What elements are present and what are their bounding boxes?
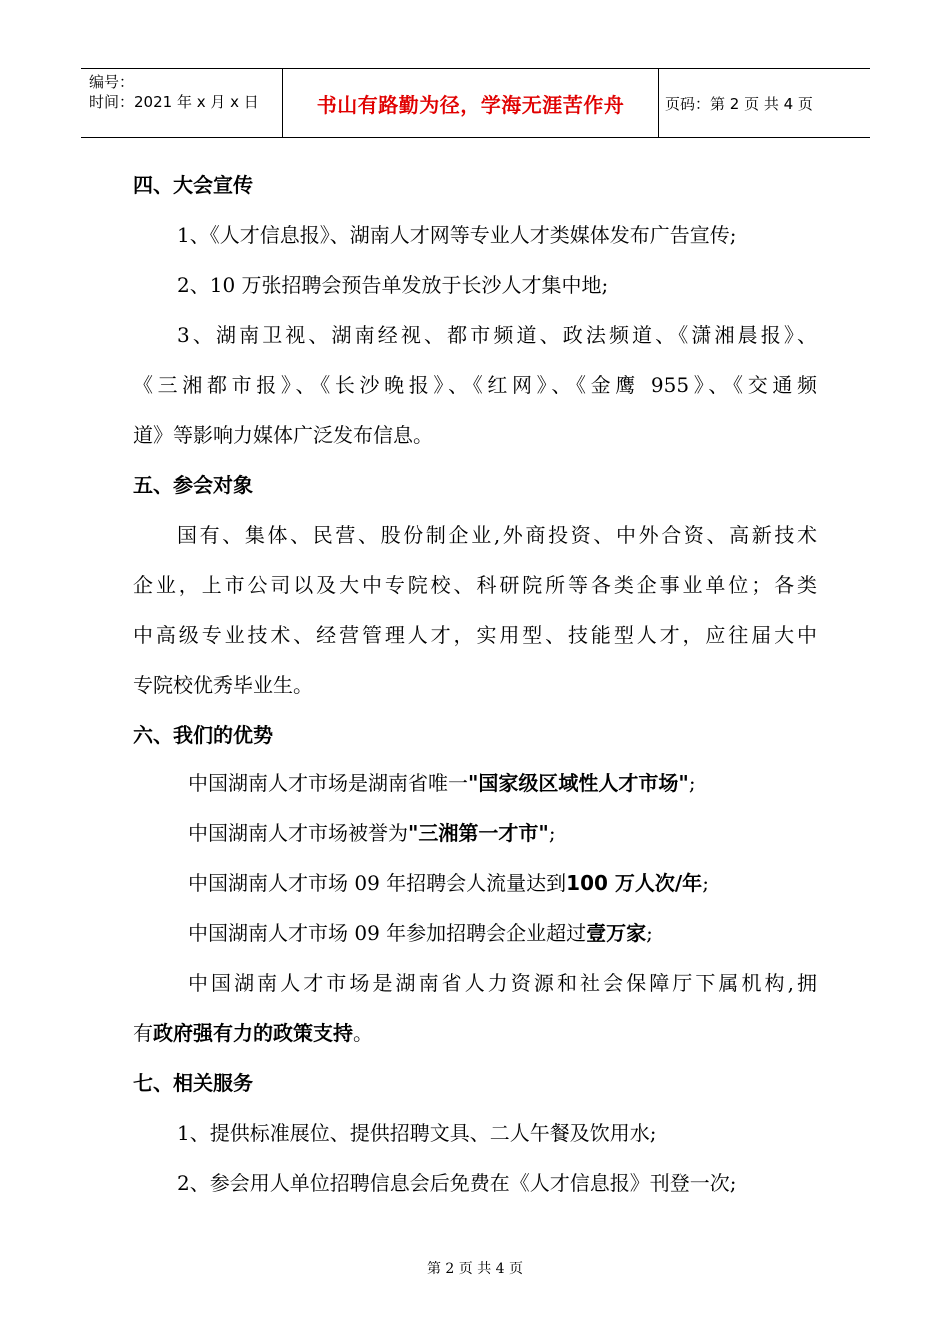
section-4-item-2: 2、10 万张招聘会预告单发放于长沙人才集中地; — [177, 273, 609, 297]
section-5-line-4: 专院校优秀毕业生。 — [133, 673, 313, 697]
section-4-item-1: 1、《人才信息报》、湖南人才网等专业人才类媒体发布广告宣传; — [177, 223, 737, 247]
section-6-advantage-5-line-2 — [133, 1020, 373, 1046]
advantage-4-text: 中国湖南人才市场 09 年参加招聘会企业超过 — [188, 921, 587, 945]
section-4-item-3-line-2: 《三湘都市报》、《长沙晚报》、《红网》、《金鹰 955》、《交通频 — [133, 373, 817, 397]
section-5-line-1: 国有、集体、民营、股份制企业,外商投资、中外合资、高新技术 — [177, 523, 817, 547]
advantage-3-text: 中国湖南人才市场 09 年招聘会人流量达到 — [188, 871, 567, 895]
section-6-advantage-5-line-1: 中国湖南人才市场是湖南省人力资源和社会保障厅下属机构,拥 — [188, 971, 817, 995]
section-6-title: 六、我们的优势 — [133, 723, 273, 747]
document-header — [81, 68, 870, 138]
header-time: 时间：2021 年 x 月 x 日 — [89, 93, 259, 111]
advantage-2-highlight: "三湘第一才市" — [408, 821, 549, 845]
advantage-4-highlight: 壹万家 — [586, 921, 647, 945]
section-7-item-1: 1、提供标准展位、提供招聘文具、二人午餐及饮用水; — [177, 1121, 657, 1145]
advantage-3-highlight: 100 万人次/年 — [566, 871, 703, 895]
advantage-1-highlight: "国家级区域性人才市场" — [468, 771, 689, 795]
header-motto: 书山有路勤为径，学海无涯苦作舟 — [316, 92, 625, 117]
section-5-title: 五、参会对象 — [133, 473, 253, 497]
section-5-line-3: 中高级专业技术、经营管理人才，实用型、技能型人才，应往届大中 — [133, 623, 817, 647]
advantage-5-end: 。 — [353, 1021, 373, 1045]
header-number: 编号： — [89, 73, 135, 91]
advantage-5-highlight: 政府强有力的政策支持 — [153, 1021, 353, 1045]
section-5-line-2: 企业，上市公司以及大中专院校、科研院所等各类企事业单位；各类 — [133, 573, 817, 597]
advantage-4-end: ; — [646, 921, 653, 945]
advantage-1-text: 中国湖南人才市场是湖南省唯一 — [188, 771, 468, 795]
header-motto-cell — [283, 69, 659, 137]
header-meta — [81, 69, 283, 137]
advantage-3-end: ; — [702, 871, 709, 895]
section-7-title: 七、相关服务 — [133, 1071, 253, 1095]
section-6-advantage-1 — [188, 770, 696, 796]
section-6-advantage-4 — [188, 920, 653, 946]
section-4-item-3-line-3: 道》等影响力媒体广泛发布信息。 — [133, 423, 433, 447]
header-page-info: 页码：第 2 页 共 4 页 — [665, 94, 813, 113]
section-4-item-3-line-1: 3、湖南卫视、湖南经视、都市频道、政法频道、《潇湘晨报》、 — [177, 323, 817, 347]
section-7-item-2: 2、参会用人单位招聘信息会后免费在《人才信息报》刊登一次; — [177, 1171, 737, 1195]
page-footer: 第 2 页 共 4 页 — [426, 1261, 524, 1277]
advantage-2-text: 中国湖南人才市场被誉为 — [188, 821, 408, 845]
advantage-5-text: 有 — [133, 1021, 153, 1045]
section-6-advantage-3 — [188, 870, 709, 896]
advantage-2-end: ; — [548, 821, 556, 845]
section-4-title: 四、大会宣传 — [133, 173, 253, 197]
advantage-1-end: ; — [688, 771, 696, 795]
section-6-advantage-2 — [188, 820, 556, 846]
